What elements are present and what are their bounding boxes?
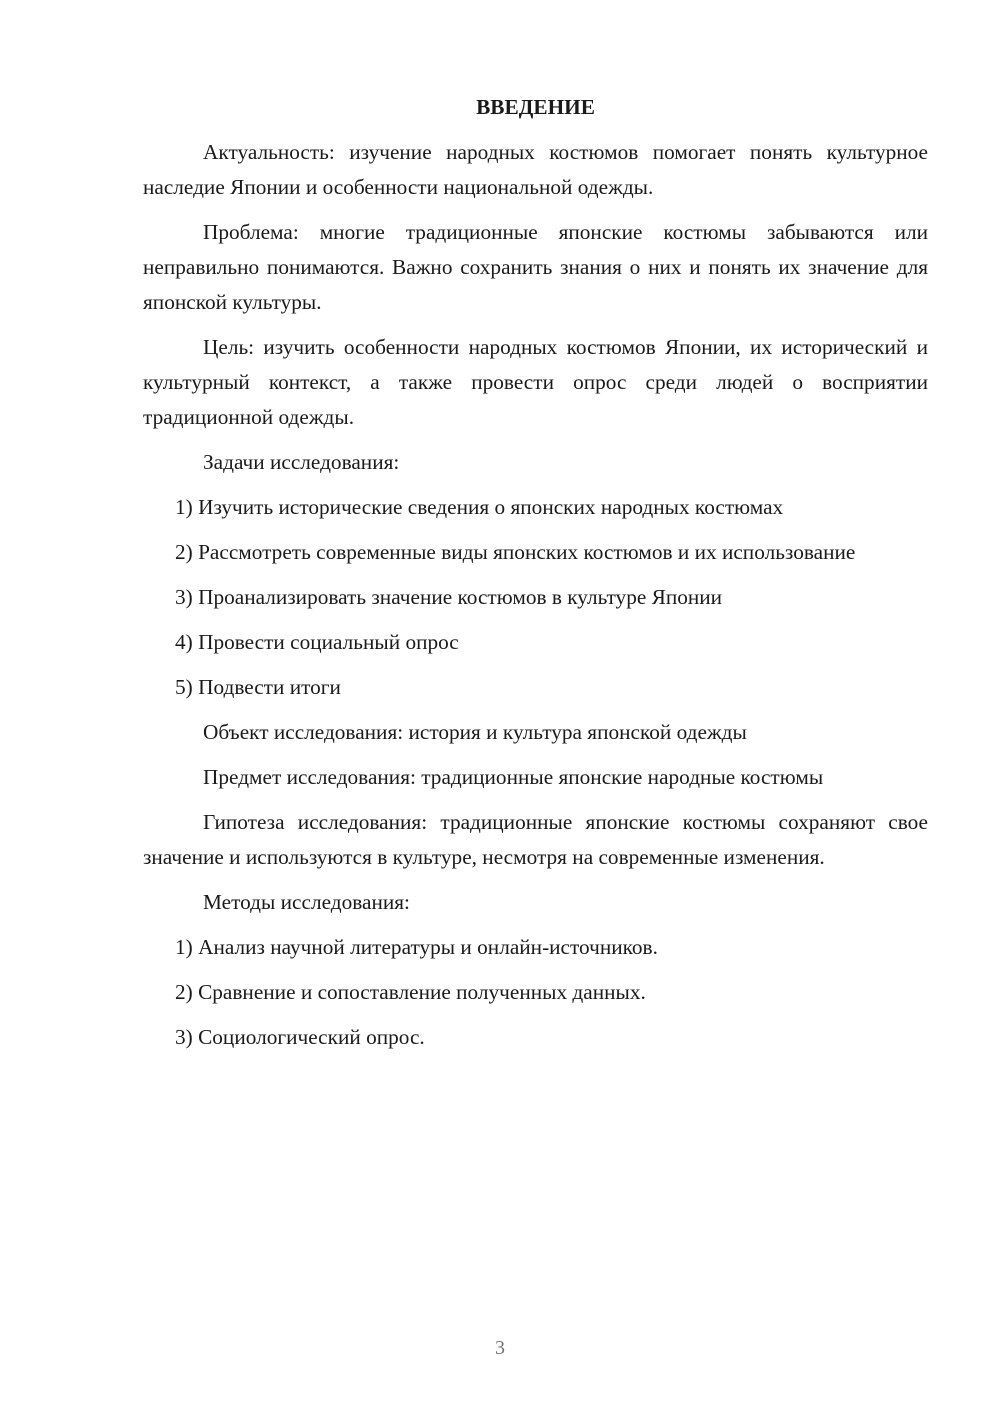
paragraph-relevance: Актуальность: изучение народных костюмов помогает понять культурное наследие Японии и особенности национальной одежды. (143, 140, 928, 199)
paragraph-object: Объект исследования: история и культура японской одежды (203, 720, 747, 744)
section-title: ВВЕДЕНИЕ (476, 95, 595, 119)
task-item: 2) Рассмотреть современные виды японских костюмов и их использование (175, 540, 856, 564)
task-item: 5) Подвести итоги (175, 675, 341, 699)
page-number: 3 (495, 1337, 505, 1359)
tasks-heading: Задачи исследования: (203, 450, 400, 474)
method-item: 1) Анализ научной литературы и онлайн-источников. (175, 935, 658, 959)
paragraph-problem: Проблема: многие традиционные японские костюмы забываются или неправильно понимаются. Важно сохранить знания о них и понять их значение для японской культуры. (143, 220, 928, 314)
method-item: 2) Сравнение и сопоставление полученных данных. (175, 980, 646, 1004)
document-page (143, 90, 928, 1065)
paragraph-hypothesis: Гипотеза исследования: традиционные японские костюмы сохраняют свое значение и используются в культуре, несмотря на современные изменения. (143, 810, 928, 869)
methods-heading: Методы исследования: (203, 890, 410, 914)
task-item: 1) Изучить исторические сведения о японских народных костюмах (175, 495, 784, 519)
paragraph-subject: Предмет исследования: традиционные японские народные костюмы (203, 765, 824, 789)
paragraph-goal: Цель: изучить особенности народных костюмов Японии, их исторический и культурный контекст, а также провести опрос среди людей о восприятии традиционной одежды. (143, 335, 928, 429)
task-item: 4) Провести социальный опрос (175, 630, 459, 654)
method-item: 3) Социологический опрос. (175, 1025, 425, 1049)
task-item: 3) Проанализировать значение костюмов в культуре Японии (175, 585, 723, 609)
